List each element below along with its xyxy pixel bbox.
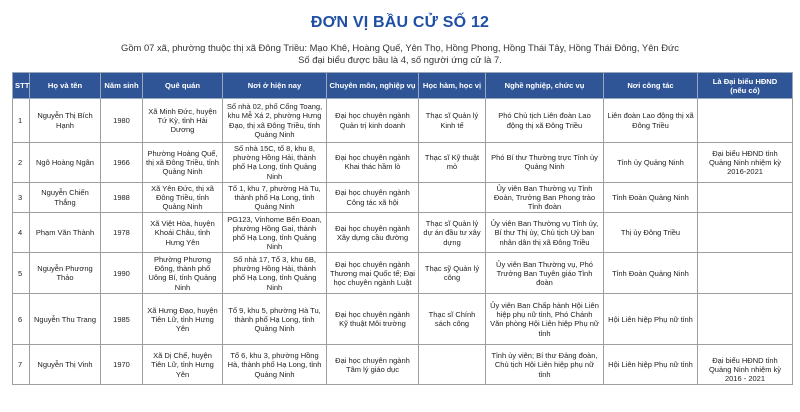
cell-hometown: Xã Minh Đức, huyện Tứ Kỳ, tỉnh Hải Dương — [143, 99, 223, 143]
col-header-birth: Năm sinh — [101, 73, 143, 99]
col-header-residence: Nơi ở hiện nay — [223, 73, 327, 99]
cell-birth: 1970 — [101, 345, 143, 385]
cell-name: Nguyễn Thu Trang — [30, 294, 101, 345]
cell-delegate: Đại biểu HĐND tỉnh Quảng Ninh nhiệm kỳ 2016 - 2021 — [698, 345, 793, 385]
cell-workplace: Tỉnh ủy Quảng Ninh — [604, 143, 698, 183]
cell-birth: 1990 — [101, 253, 143, 294]
cell-hometown: Xã Yên Đức, thị xã Đông Triều, tỉnh Quảng Ninh — [143, 182, 223, 213]
cell-specialty: Đại học chuyên ngành Xây dựng cầu đường — [327, 213, 419, 253]
cell-specialty: Đại học chuyên ngành Khai thác hầm lò — [327, 143, 419, 183]
cell-name: Nguyễn Chiến Thắng — [30, 182, 101, 213]
table-row — [13, 345, 793, 385]
cell-stt: 6 — [13, 294, 30, 345]
cell-specialty: Đại học chuyên ngành Kỹ thuật Môi trường — [327, 294, 419, 345]
table-row — [13, 294, 793, 345]
cell-degree — [419, 345, 486, 385]
cell-stt: 5 — [13, 253, 30, 294]
col-header-delegate-line1: Là Đại biểu HĐND — [712, 76, 778, 86]
cell-degree: Thạc sỹ Quản lý công — [419, 253, 486, 294]
col-header-workplace: Nơi công tác — [604, 73, 698, 99]
cell-degree — [419, 182, 486, 213]
cell-residence: PG123, Vinhome Bến Đoan, phường Hồng Gai, thành phố Hạ Long, tỉnh Quảng Ninh — [223, 213, 327, 253]
cell-name: Ngô Hoàng Ngân — [30, 143, 101, 183]
cell-workplace: Thị ủy Đông Triều — [604, 213, 698, 253]
col-header-specialty: Chuyên môn, nghiệp vụ — [327, 73, 419, 99]
cell-name: Nguyễn Thị Vinh — [30, 345, 101, 385]
cell-residence: Tổ 1, khu 7, phường Hà Tu, thành phố Hạ Long, tỉnh Quảng Ninh — [223, 182, 327, 213]
cell-hometown: Phường Phương Đông, thành phố Uông Bí, tỉnh Quảng Ninh — [143, 253, 223, 294]
cell-residence: Tổ 9, khu 5, phường Hà Tu, thành phố Hạ Long, tỉnh Quảng Ninh — [223, 294, 327, 345]
cell-stt: 3 — [13, 182, 30, 213]
col-header-hometown: Quê quán — [143, 73, 223, 99]
cell-occupation: Tỉnh ủy viên; Bí thư Đảng đoàn, Chủ tịch Hội Liên hiệp phụ nữ tỉnh — [486, 345, 604, 385]
table-row — [13, 213, 793, 253]
col-header-degree: Học hàm, học vị — [419, 73, 486, 99]
cell-specialty: Đại học chuyên ngành Tâm lý giáo dục — [327, 345, 419, 385]
table-header-row — [13, 73, 793, 99]
candidates-table — [12, 72, 793, 385]
cell-delegate — [698, 294, 793, 345]
cell-residence: Số nhà 02, phố Cổng Toang, khu Mễ Xá 2, phường Hưng Đạo, thị xã Đông Triều, tỉnh Quảng Ninh — [223, 99, 327, 143]
cell-workplace: Liên đoàn Lao động thị xã Đông Triều — [604, 99, 698, 143]
cell-occupation: Phó Bí thư Thường trực Tỉnh ủy Quảng Ninh — [486, 143, 604, 183]
table-row — [13, 143, 793, 183]
table-row — [13, 182, 793, 213]
cell-workplace: Tỉnh Đoàn Quảng Ninh — [604, 253, 698, 294]
cell-degree: Thạc sĩ Quản lý Kinh tế — [419, 99, 486, 143]
col-header-name: Họ và tên — [30, 73, 101, 99]
cell-residence: Số nhà 17, Tổ 3, khu 6B, phường Hồng Hải, thành phố Hạ Long, tỉnh Quảng Ninh — [223, 253, 327, 294]
cell-occupation: Ủy viên Ban Chấp hành Hội Liên hiệp phụ nữ tỉnh, Phó Chánh Văn phòng Hội Liên hiệp Phụ nữ tỉnh — [486, 294, 604, 345]
col-header-delegate — [698, 73, 793, 99]
page-title: ĐƠN VỊ BẦU CỬ SỐ 12 — [310, 14, 490, 31]
cell-specialty: Đại học chuyên ngành Thương mại Quốc tế; Đại học chuyên ngành Luật — [327, 253, 419, 294]
cell-degree: Thạc sĩ Kỹ thuật mỏ — [419, 143, 486, 183]
cell-birth: 1988 — [101, 182, 143, 213]
cell-name: Nguyễn Phương Thảo — [30, 253, 101, 294]
table-row — [13, 99, 793, 143]
cell-workplace: Hội Liên hiệp Phụ nữ tỉnh — [604, 345, 698, 385]
subtitle-wards: Gồm 07 xã, phường thuộc thị xã Đông Triều: Mạo Khê, Hoàng Quế, Yên Thọ, Hồng Phong, Hồng Thái Tây, Hồng Thái Đông, Yên Đức — [121, 42, 679, 53]
cell-stt: 2 — [13, 143, 30, 183]
cell-delegate — [698, 99, 793, 143]
cell-hometown: Xã Việt Hòa, huyện Khoái Châu, tỉnh Hưng Yên — [143, 213, 223, 253]
cell-delegate: Đại biểu HĐND tỉnh Quảng Ninh nhiệm kỳ 2016-2021 — [698, 143, 793, 183]
cell-stt: 1 — [13, 99, 30, 143]
cell-delegate — [698, 213, 793, 253]
col-header-delegate-line2: (nếu có) — [730, 85, 760, 95]
cell-delegate — [698, 182, 793, 213]
page-subtitle — [0, 42, 800, 66]
cell-delegate — [698, 253, 793, 294]
cell-specialty: Đại học chuyên ngành Công tác xã hội — [327, 182, 419, 213]
cell-hometown: Xã Hưng Đạo, huyện Tiên Lữ, tỉnh Hưng Yên — [143, 294, 223, 345]
cell-name: Nguyễn Thị Bích Hạnh — [30, 99, 101, 143]
cell-occupation: Ủy viên Ban Thường vụ, Phó Trưởng Ban Tuyên giáo Tỉnh đoàn — [486, 253, 604, 294]
cell-birth: 1978 — [101, 213, 143, 253]
col-header-stt: STT — [13, 73, 30, 99]
cell-hometown: Phường Hoàng Quế, thị xã Đông Triều, tỉnh Quảng Ninh — [143, 143, 223, 183]
cell-specialty: Đại học chuyên ngành Quản trị kinh doanh — [327, 99, 419, 143]
cell-workplace: Tỉnh Đoàn Quảng Ninh — [604, 182, 698, 213]
cell-workplace: Hội Liên hiệp Phụ nữ tỉnh — [604, 294, 698, 345]
cell-occupation: Ủy viên Ban Thường vụ Tỉnh Đoàn, Trưởng Ban Phong trào Tỉnh đoàn — [486, 182, 604, 213]
cell-occupation: Phó Chủ tịch Liên đoàn Lao động thị xã Đông Triều — [486, 99, 604, 143]
cell-stt: 7 — [13, 345, 30, 385]
cell-degree: Thạc sĩ Quản lý dự án đầu tư xây dựng — [419, 213, 486, 253]
cell-birth: 1985 — [101, 294, 143, 345]
cell-hometown: Xã Dị Chế, huyện Tiên Lữ, tỉnh Hưng Yên — [143, 345, 223, 385]
cell-birth: 1980 — [101, 99, 143, 143]
cell-name: Phạm Văn Thành — [30, 213, 101, 253]
cell-residence: Tổ 6, khu 3, phường Hồng Hà, thành phố Hạ Long, tỉnh Quảng Ninh — [223, 345, 327, 385]
cell-birth: 1966 — [101, 143, 143, 183]
cell-residence: Số nhà 15C, tổ 8, khu 8, phường Hồng Hải, thành phố Hạ Long, tỉnh Quảng Ninh — [223, 143, 327, 183]
cell-occupation: Ủy viên Ban Thường vụ Tỉnh ủy, Bí thư Thị ủy, Chủ tịch Uỷ ban nhân dân thị xã Đông Triều — [486, 213, 604, 253]
col-header-occupation: Nghề nghiệp, chức vụ — [486, 73, 604, 99]
cell-stt: 4 — [13, 213, 30, 253]
cell-degree: Thạc sĩ Chính sách công — [419, 294, 486, 345]
table-row — [13, 253, 793, 294]
subtitle-seats: Số đại biểu được bầu là 4, số người ứng cử là 7. — [298, 54, 502, 65]
